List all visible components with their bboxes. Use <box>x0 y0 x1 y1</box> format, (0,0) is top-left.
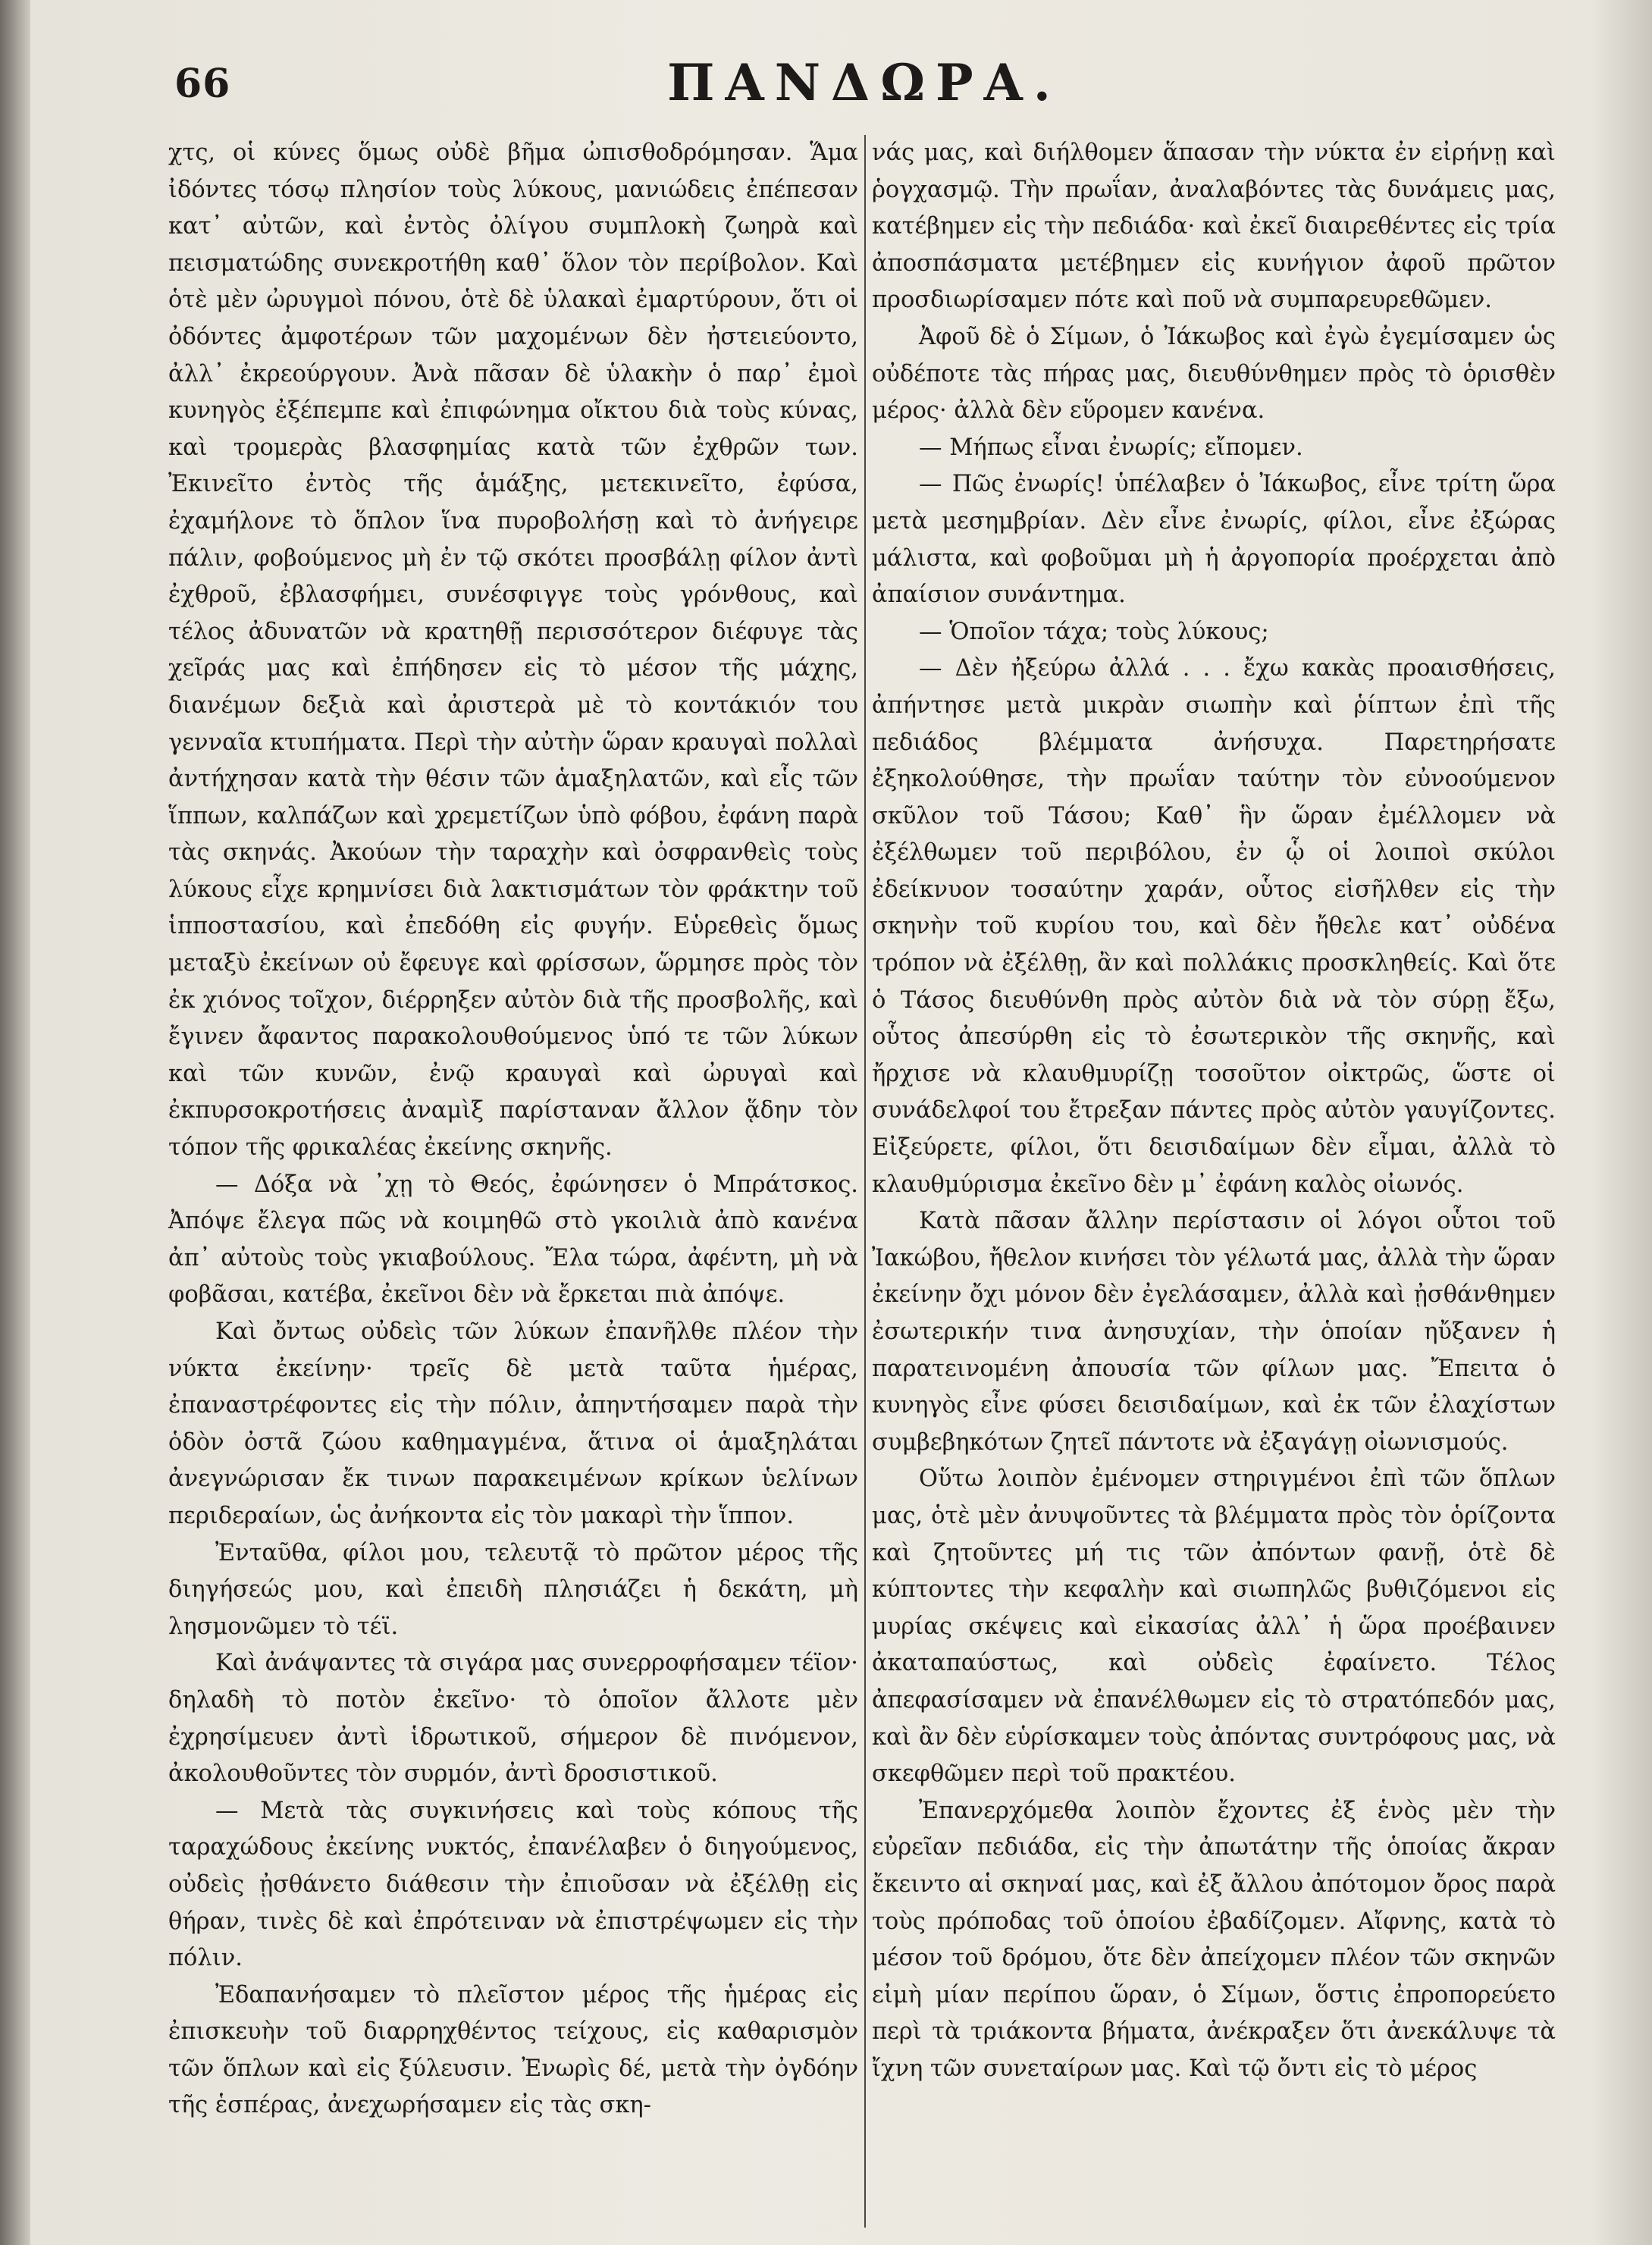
paragraph: — Μετὰ τὰς συγκινήσεις καὶ τοὺς κόπους τῆς ταραχώδους ἐκείνης νυκτός, ἐπανέλαβεν ὁ διηγούμενος, οὐδεὶς ᾐσθάνετο διάθεσιν τὴν ἐπιοῦσαν νὰ ἐξέλθῃ εἰς θήραν, τινὲς δὲ καὶ ἐπρότειναν νὰ ἐπιστρέψωμεν εἰς τὴν πόλιν. <box>168 1797 858 1972</box>
paragraph: — Πῶς ἐνωρίς! ὑπέλαβεν ὁ Ἰάκωβος, εἶνε τρίτη ὥρα μετὰ μεσημβρίαν. Δὲν εἶνε ἐνωρίς, φίλοι, εἶνε ἐξώρας μάλιστα, καὶ φοβοῦμαι μὴ ἡ ἀργοπορία προέρχεται ἀπὸ ἀπαίσιον συνάντημα. <box>872 471 1556 609</box>
paragraph: νάς μας, καὶ διήλθομεν ἅπασαν τὴν νύκτα ἐν εἰρήνῃ καὶ ῥογχασμῷ. Τὴν πρωΐαν, ἀναλαβόντες τὰς δυνάμεις μας, κατέβημεν εἰς τὴν πεδιάδα· καὶ ἐκεῖ διαιρεθέντες εἰς τρία ἀποσπάσματα μετέβημεν εἰς κυνήγιον ἀφοῦ πρῶτον προσδιωρίσαμεν πότε καὶ ποῦ νὰ συμπαρευρεθῶμεν. <box>872 140 1556 314</box>
paragraph: — Δὲν ἠξεύρω ἀλλά . . . ἔχω κακὰς προαισθήσεις, ἀπήντησε μετὰ μικρὰν σιωπὴν καὶ ῥίπτων ἐπὶ τῆς πεδιάδος βλέμματα ἀνήσυχα. Παρετηρήσατε ἐξηκολούθησε, τὴν πρωΐαν ταύτην τὸν εὐνοούμενον σκῦλον τοῦ Τάσου; Καθ᾽ ἣν ὥραν ἐμέλλομεν νὰ ἐξέλθωμεν τοῦ περιβόλου, ἐν ᾧ οἱ λοιποὶ σκύλοι ἐδείκνυον τοσαύτην χαράν, οὗτος εἰσῆλθεν εἰς τὴν σκηνὴν τοῦ κυρίου του, καὶ δὲν ἤθελε κατ᾽ οὐδένα τρόπον νὰ ἐξέλθῃ, ἂν καὶ πολλάκις προσκληθείς. Καὶ ὅτε ὁ Τάσος διευθύνθη πρὸς αὐτὸν διὰ νὰ τὸν σύρῃ ἔξω, οὗτος ἀπεσύρθη εἰς τὸ ἐσωτερικὸν τῆς σκηνῆς, καὶ ἤρχισε νὰ κλαυθμυρίζῃ τοσοῦτον οἰκτρῶς, ὥστε οἱ συνάδελφοί του ἔτρεξαν πάντες πρὸς αὐτὸν γαυγίζοντες. Εἰξεύρετε, φίλοι, ὅτι δεισιδαίμων δὲν εἶμαι, ἀλλὰ τὸ κλαυθμύρισμα ἐκεῖνο δὲν μ᾽ ἐφάνη καλὸς οἰωνός. <box>872 655 1556 1198</box>
column-divider <box>864 135 866 2228</box>
right-column <box>872 135 1556 2087</box>
paragraph: Κατὰ πᾶσαν ἄλλην περίστασιν οἱ λόγοι οὗτοι τοῦ Ἰακώβου, ἤθελον κινήσει τὸν γέλωτά μας, ἀλλὰ τὴν ὥραν ἐκείνην ὄχι μόνον δὲν ἐγελάσαμεν, ἀλλὰ καὶ ᾐσθάνθημεν ἐσωτερικήν τινα ἀνησυχίαν, τὴν ὁποίαν ηὔξανεν ἡ παρατεινομένη ἀπουσία τῶν φίλων μας. Ἔπειτα ὁ κυνηγὸς εἶνε φύσει δεισιδαίμων, καὶ ἐκ τῶν ἐλαχίστων συμβεβηκότων ζητεῖ πάντοτε νὰ ἐξαγάγῃ οἰωνισμούς. <box>872 1208 1556 1456</box>
paragraph: — Μήπως εἶναι ἐνωρίς; εἴπομεν. <box>919 434 1303 461</box>
paragraph: Καὶ ὄντως οὐδεὶς τῶν λύκων ἐπανῆλθε πλέον τὴν νύκτα ἐκείνην· τρεῖς δὲ μετὰ ταῦτα ἡμέρας, ἐπαναστρέφοντες εἰς τὴν πόλιν, ἀπηντήσαμεν παρὰ τὴν ὁδὸν ὀστᾶ ζώου καθημαγμένα, ἅτινα οἱ ἁμαξηλάται ἀνεγνώρισαν ἔκ τινων παρακειμένων κρίκων ὑελίνων περιδεραίων, ὡς ἀνήκοντα εἰς τὸν μακαρὶ τὴν ἵππον. <box>168 1318 858 1529</box>
running-header <box>174 53 1554 121</box>
paragraph: Οὕτω λοιπὸν ἐμένομεν στηριγμένοι ἐπὶ τῶν ὅπλων μας, ὁτὲ μὲν ἀνυψοῦντες τὰ βλέμματα πρὸς τὸν ὁρίζοντα καὶ ζητοῦντες μή τις τῶν ἀπόντων φανῇ, ὁτὲ δὲ κύπτοντες τὴν κεφαλὴν καὶ σιωπηλῶς βυθιζόμενοι εἰς μυρίας σκέψεις καὶ εἰκασίας ἀλλ᾽ ἡ ὥρα προέβαινεν ἀκαταπαύστως, καὶ οὐδεὶς ἐφαίνετο. Τέλος ἀπεφασίσαμεν νὰ ἐπανέλθωμεν εἰς τὸ στρατόπεδόν μας, καὶ ἂν δὲν εὑρίσκαμεν τοὺς ἀπόντας συντρόφους μας, νὰ σκεφθῶμεν περὶ τοῦ πρακτέου. <box>872 1466 1556 1788</box>
paragraph: Ἐπανερχόμεθα λοιπὸν ἔχοντες ἐξ ἑνὸς μὲν τὴν εὐρεῖαν πεδιάδα, εἰς τὴν ἀπωτάτην τῆς ὁποίας ἄκραν ἔκειντο αἱ σκηναί μας, καὶ ἐξ ἄλλου ἀπότομον ὄρος παρὰ τοὺς πρόποδας τοῦ ὁποίου ἐβαδίζομεν. Αἴφνης, κατὰ τὸ μέσον τοῦ δρόμου, ὅτε δὲν ἀπείχομεν πλέον τῶν σκηνῶν εἰμὴ μίαν περίπου ὥραν, ὁ Σίμων, ὅστις ἐπροπορεύετο περὶ τὰ τριάκοντα βήματα, ἀνέκραξεν ὅτι ἀνεκάλυψε τὰ ἴχνη τῶν συνεταίρων μας. Καὶ τῷ ὄντι εἰς τὸ μέρος <box>872 1797 1556 2082</box>
paragraph: Ἐδαπανήσαμεν τὸ πλεῖστον μέρος τῆς ἡμέρας εἰς ἐπισκευὴν τοῦ διαρρηχθέντος τείχους, εἰς καθαρισμὸν τῶν ὅπλων καὶ εἰς ξύλευσιν. Ἐνωρὶς δέ, μετὰ τὴν ὀγδόην τῆς ἑσπέρας, ἀνεχωρήσαμεν εἰς τὰς σκη- <box>168 1981 858 2119</box>
journal-title: ΠΑΝΔΩΡΑ. <box>667 53 1061 112</box>
paragraph: χτς, οἱ κύνες ὅμως οὐδὲ βῆμα ὠπισθοδρόμησαν. Ἅμα ἰδόντες τόσῳ πλησίον τοὺς λύκους, μανιώδεις ἐπέπεσαν κατ᾽ αὐτῶν, καὶ ἐντὸς ὀλίγου συμπλοκὴ ζωηρὰ καὶ πεισματώδης συνεκροτήθη καθ᾽ ὅλον τὸν περίβολον. Καὶ ὁτὲ μὲν ὠρυγμοὶ πόνου, ὁτὲ δὲ ὑλακαὶ ἐμαρτύρουν, ὅτι οἱ ὀδόντες ἀμφοτέρων τῶν μαχομένων δὲν ἠστειεύοντο, ἀλλ᾽ ἐκρεούργουν. Ἀνὰ πᾶσαν δὲ ὑλακὴν ὁ παρ᾽ ἐμοὶ κυνηγὸς ἐξέπεμπε καὶ ἐπιφώνημα οἴκτου διὰ τοὺς κύνας, καὶ τρομερὰς βλασφημίας κατὰ τῶν ἐχθρῶν των. Ἐκινεῖτο ἐντὸς τῆς ἁμάξης, μετεκινεῖτο, ἐφύσα, ἐχαμήλονε τὸ ὅπλον ἵνα πυροβολήσῃ καὶ τὸ ἀνήγειρε πάλιν, φοβούμενος μὴ ἐν τῷ σκότει προσβάλῃ φίλον ἀντὶ ἐχθροῦ, ἐβλασφήμει, συνέσφιγγε τοὺς γρόνθους, καὶ τέλος ἀδυνατῶν νὰ κρατηθῇ περισσότερον διέφυγε τὰς χεῖράς μας καὶ ἐπήδησεν εἰς τὸ μέσον τῆς μάχης, διανέμων δεξιὰ καὶ ἀριστερὰ μὲ τὸ κοντάκιόν του γενναῖα κτυπήματα. Περὶ τὴν αὐτὴν ὥραν κραυγαὶ πολλαὶ ἀντήχησαν κατὰ τὴν θέσιν τῶν ἁμαξηλατῶν, καὶ εἷς τῶν ἵππων, καλπάζων καὶ χρεμετίζων ὑπὸ φόβου, ἐφάνη παρὰ τὰς σκηνάς. Ἀκούων τὴν ταραχὴν καὶ ὀσφρανθεὶς τοὺς λύκους εἶχε κρημνίσει διὰ λακτισμάτων τὸν φράκτην τοῦ ἱπποστασίου, καὶ ἐπεδόθη εἰς φυγήν. Εὑρεθεὶς ὅμως μεταξὺ ἐκείνων οὐ ἔφευγε καὶ φρίσσων, ὥρμησε πρὸς τὸν ἐκ χιόνος τοῖχον, διέρρηξεν αὐτὸν διὰ τῆς προσβολῆς, καὶ ἔγινεν ἄφαντος παρακολουθούμενος ὑπό τε τῶν λύκων καὶ τῶν κυνῶν, ἐνῷ κραυγαὶ καὶ ὠρυγαὶ καὶ ἐκπυρσοκροτήσεις ἀναμὶξ παρίσταναν ἄλλον ᾅδην τὸν τόπον τῆς φρικαλέας ἐκείνης σκηνῆς. <box>168 140 858 1162</box>
paragraph: Ἀφοῦ δὲ ὁ Σίμων, ὁ Ἰάκωβος καὶ ἐγὼ ἐγεμίσαμεν ὡς οὐδέποτε τὰς πήρας μας, διευθύνθημεν πρὸς τὸ ὁρισθὲν μέρος· ἀλλὰ δὲν εὕρομεν κανένα. <box>872 323 1556 425</box>
book-gutter <box>0 0 30 2245</box>
left-column <box>168 135 858 2124</box>
page-edge-shadow <box>1591 0 1652 2245</box>
paragraph: Καὶ ἀνάψαντες τὰ σιγάρα μας συνερροφήσαμεν τέϊον· δηλαδὴ τὸ ποτὸν ἐκεῖνο· τὸ ὁποῖον ἄλλοτε μὲν ἐχρησίμευεν ἀντὶ ἱδρωτικοῦ, σήμερον δὲ πινόμενον, ἀκολουθοῦντες τὸν συρμόν, ἀντὶ δροσιστικοῦ. <box>168 1650 858 1788</box>
paragraph: — Δόξα νὰ ᾽χῃ τὸ Θεός, ἐφώνησεν ὁ Μπράτσκος. Ἀπόψε ἔλεγα πῶς νὰ κοιμηθῶ στὸ γκοιλιὰ ἀπὸ κανένα ἀπ᾽ αὐτοὺς τοὺς γκιαβούλους. Ἔλα τώρα, ἀφέντη, μὴ νὰ φοβᾶσαι, κατέβα, ἐκεῖνοι δὲν νὰ ἔρκεται πιὰ ἀπόψε. <box>168 1171 858 1309</box>
page-number: 66 <box>174 61 231 107</box>
paragraph: Ἐνταῦθα, φίλοι μου, τελευτᾷ τὸ πρῶτον μέρος τῆς διηγήσεώς μου, καὶ ἐπειδὴ πλησιάζει ἡ δεκάτη, μὴ λησμονῶμεν τὸ τέϊ. <box>168 1539 858 1640</box>
paragraph: — Ὁποῖον τάχα; τοὺς λύκους; <box>919 618 1269 645</box>
